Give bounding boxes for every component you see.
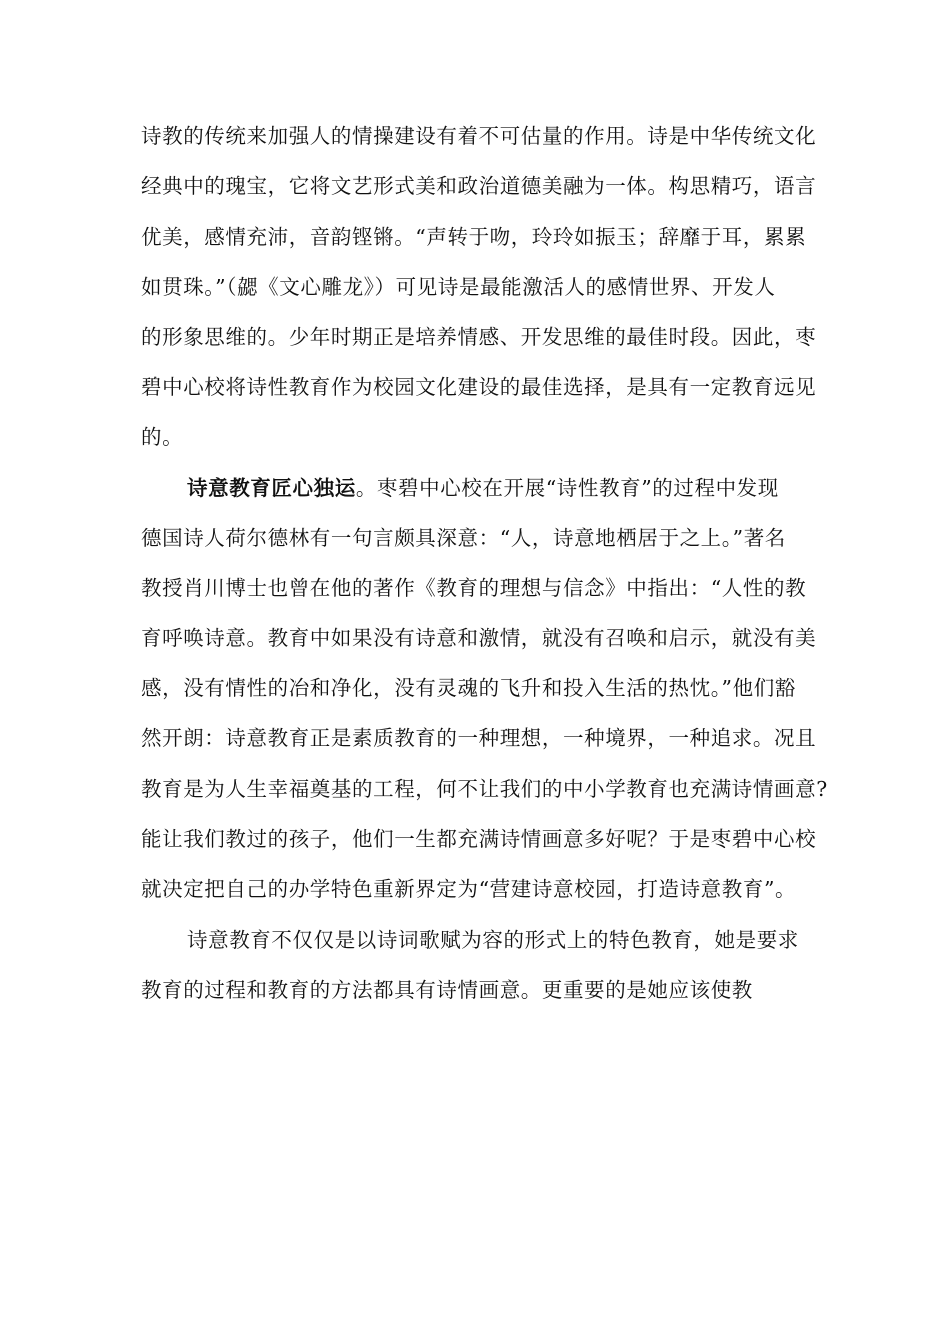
- text-line: 能让我们教过的孩子，他们一生都充满诗情画意多好呢？于是枣碧中心校: [141, 827, 817, 851]
- text-line: 感，没有情性的冶和净化，没有灵魂的飞升和投入生活的热忱。”他们豁: [141, 676, 796, 700]
- text-line: 就决定把自己的办学特色重新界定为“营建诗意校园，打造诗意教育”。: [141, 877, 797, 901]
- text-line: 如贯珠。”（勰《文心雕龙》）可见诗是最能激活人的感情世界、开发人: [141, 275, 776, 299]
- text-line: 的形象思维的。少年时期正是培养情感、开发思维的最佳时段。因此，枣: [141, 325, 817, 349]
- text-line: 教育的过程和教育的方法都具有诗情画意。更重要的是她应该使教: [141, 978, 753, 1002]
- text-run: 。枣碧中心校在开展“诗性教育”的过程中发现: [355, 476, 779, 500]
- text-line: 德国诗人荷尔德林有一句言颇具深意：“人，诗意地栖居于之上。”著名: [141, 526, 786, 550]
- text-line: 教育是为人生幸福奠基的工程，何不让我们的中小学教育也充满诗情画意?: [141, 777, 828, 801]
- paragraph-first-line: [187, 476, 867, 500]
- text-line: 碧中心校将诗性教育作为校园文化建设的最佳选择，是具有一定教育远见: [141, 375, 817, 399]
- text-line: 优美，感情充沛，音韵铿锵。“声转于吻，玲玲如振玉；辞靡于耳，累累: [141, 225, 807, 249]
- text-line: 教授肖川博士也曾在他的著作《教育的理想与信念》中指出：“人性的教: [141, 576, 807, 600]
- text-line: 诗意教育不仅仅是以诗词歌赋为容的形式上的特色教育，她是要求: [187, 928, 799, 952]
- text-line: 经典中的瑰宝，它将文艺形式美和政治道德美融为一体。构思精巧，语言: [141, 174, 817, 198]
- text-line: 育呼唤诗意。教育中如果没有诗意和激情，就没有召唤和启示，就没有美: [141, 626, 817, 650]
- text-line: 诗教的传统来加强人的情操建设有着不可估量的作用。诗是中华传统文化: [141, 124, 817, 148]
- text-line: 的。: [141, 425, 184, 449]
- paragraph-heading: 诗意教育匠心独运: [187, 476, 356, 500]
- text-line: 然开朗：诗意教育正是素质教育的一种理想，一种境界，一种追求。况且: [141, 726, 817, 750]
